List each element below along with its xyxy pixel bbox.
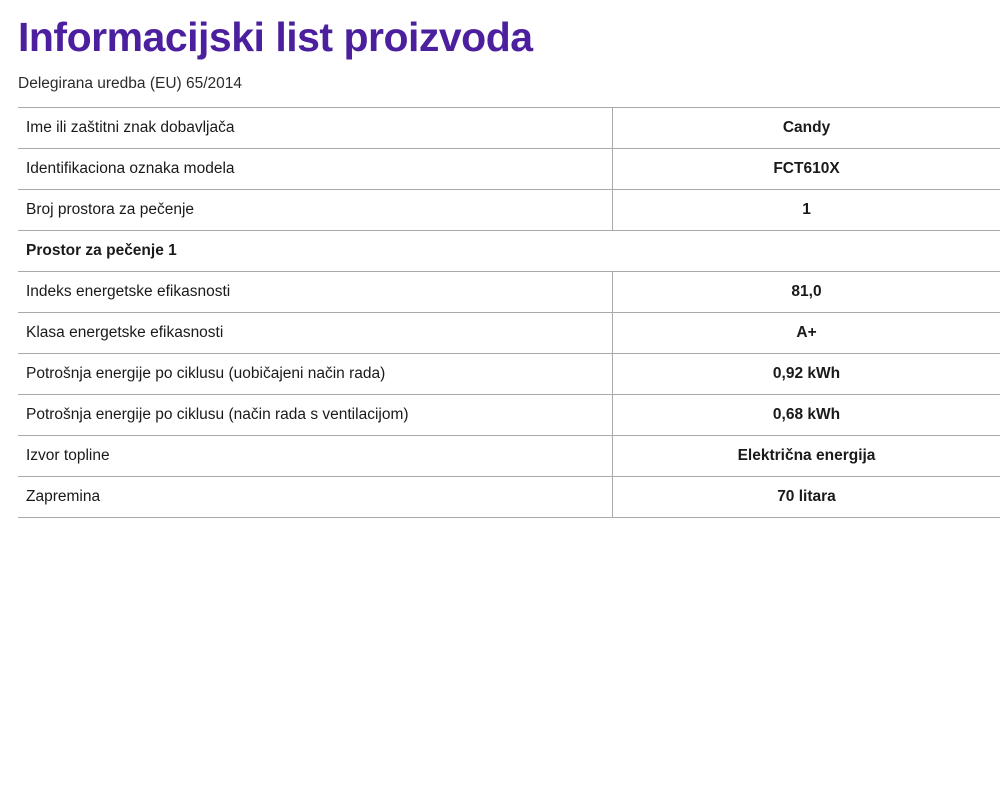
- spec-value: 1: [613, 190, 1000, 231]
- spec-label: Potrošnja energije po ciklusu (uobičajeni način rada): [18, 354, 613, 395]
- table-row: [18, 149, 1000, 190]
- spec-value: FCT610X: [613, 149, 1000, 190]
- spec-label: Izvor topline: [18, 436, 613, 477]
- table-row: [18, 231, 1000, 272]
- spec-value: Električna energija: [613, 436, 1000, 477]
- page-title: Informacijski list proizvoda: [18, 14, 533, 60]
- table-row: [18, 272, 1000, 313]
- spec-label: Broj prostora za pečenje: [18, 190, 613, 231]
- spec-value: 0,92 kWh: [613, 354, 1000, 395]
- specifications-table: [18, 107, 1000, 518]
- spec-label: Zapremina: [18, 477, 613, 518]
- table-row: [18, 395, 1000, 436]
- spec-value: A+: [613, 313, 1000, 354]
- page-whitespace: [18, 518, 1000, 758]
- spec-value: 0,68 kWh: [613, 395, 1000, 436]
- table-row: [18, 436, 1000, 477]
- regulation-subtitle: Delegirana uredba (EU) 65/2014: [18, 75, 243, 93]
- spec-value: Candy: [613, 108, 1000, 149]
- table-row: [18, 354, 1000, 395]
- spec-value: 81,0: [613, 272, 1000, 313]
- spec-label: Indeks energetske efikasnosti: [18, 272, 613, 313]
- spec-label: Identifikaciona oznaka modela: [18, 149, 613, 190]
- spec-label: Potrošnja energije po ciklusu (način rada s ventilacijom): [18, 395, 613, 436]
- table-row: [18, 108, 1000, 149]
- specifications-table-body: [18, 108, 1000, 518]
- table-row: [18, 477, 1000, 518]
- spec-label: Prostor za pečenje 1: [18, 231, 1000, 272]
- spec-label: Klasa energetske efikasnosti: [18, 313, 613, 354]
- table-row: [18, 313, 1000, 354]
- table-row: [18, 190, 1000, 231]
- spec-value: 70 litara: [613, 477, 1000, 518]
- spec-label: Ime ili zaštitni znak dobavljača: [18, 108, 613, 149]
